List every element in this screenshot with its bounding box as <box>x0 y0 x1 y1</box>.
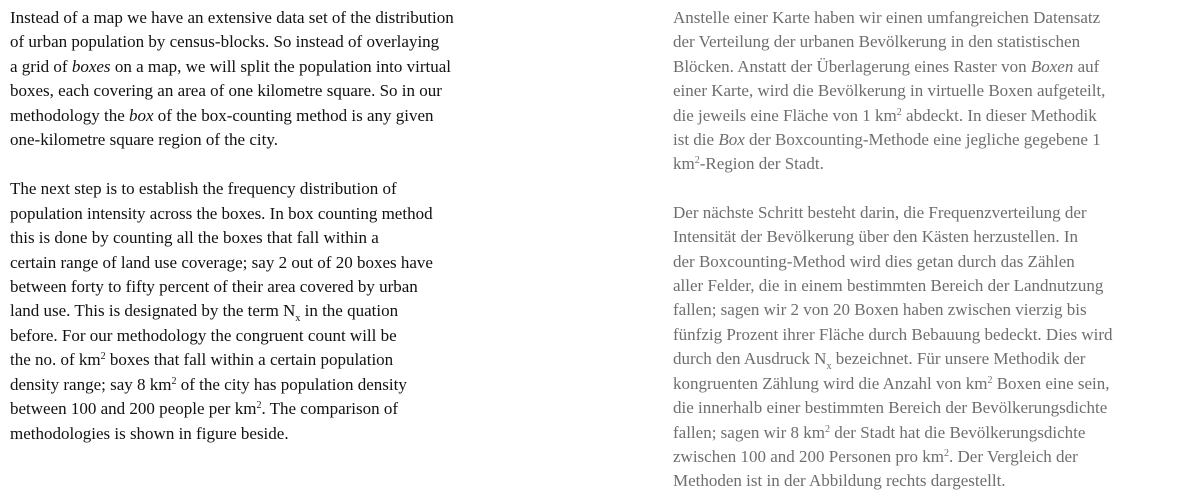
text-line <box>673 6 1173 30</box>
text-line <box>10 202 515 226</box>
text-run: km <box>673 154 695 174</box>
text-run: The next step is to establish the frequency distribution of <box>10 179 397 199</box>
german-paragraph-2 <box>673 201 1173 494</box>
text-line <box>10 177 515 201</box>
text-line <box>10 422 515 446</box>
text-line <box>673 201 1173 225</box>
text-line <box>10 324 515 348</box>
text-run: a grid of <box>10 56 72 76</box>
text-line <box>673 421 1173 445</box>
text-run: fallen; sagen wir 2 von 20 Boxen haben zwischen vierzig bis <box>673 300 1087 320</box>
superscript: 2 <box>825 423 831 435</box>
text-line <box>10 104 515 128</box>
text-run: certain range of land use coverage; say 2 out of 20 boxes have <box>10 252 433 272</box>
text-line <box>10 397 515 421</box>
english-column <box>10 6 515 446</box>
text-line <box>673 445 1173 469</box>
text-run: fünfzig Prozent ihrer Fläche durch Bebauung bedeckt. Dies wird <box>673 324 1113 344</box>
text-run: methodologies is shown in figure beside. <box>10 423 289 443</box>
text-line <box>10 299 515 323</box>
superscript: 2 <box>896 106 902 118</box>
text-run: . Der Vergleich der <box>949 446 1078 466</box>
text-line <box>673 55 1173 79</box>
text-line <box>673 396 1173 420</box>
superscript: 2 <box>100 351 106 363</box>
text-run: between forty to fifty percent of their area covered by urban <box>10 277 418 297</box>
text-run: . The comparison of <box>261 399 399 419</box>
superscript: 2 <box>987 374 993 386</box>
text-run: aller Felder, die in einem bestimmten Bereich der Landnutzung <box>673 276 1104 296</box>
text-run: Anstelle einer Karte haben wir einen umfangreichen Datensatz <box>673 8 1101 27</box>
text-run: auf <box>1073 56 1100 76</box>
text-run: density range; say 8 km <box>10 374 172 394</box>
italic-term: Boxen <box>1030 56 1074 76</box>
text-line <box>673 79 1173 103</box>
text-run: die jeweils eine Fläche von 1 km <box>673 105 897 125</box>
text-line <box>673 225 1173 249</box>
text-line <box>673 250 1173 274</box>
text-line <box>10 30 515 54</box>
text-line <box>10 6 515 30</box>
text-run: before. For our methodology the congruent count will be <box>10 325 397 345</box>
italic-term: boxes <box>71 56 111 76</box>
text-run: boxes that fall within a certain population <box>105 350 394 370</box>
text-run: this is done by counting all the boxes that fall within a <box>10 228 379 248</box>
text-run: Intensität der Bevölkerung über den Kästen herzustellen. In <box>673 227 1079 247</box>
text-run: der Verteilung der urbanen Bevölkerung in den statistischen <box>673 32 1081 52</box>
italic-term: Box <box>718 130 745 150</box>
text-run: population intensity across the boxes. In box counting method <box>10 203 433 223</box>
english-paragraph-2 <box>10 177 515 445</box>
text-run: Der nächste Schritt besteht darin, die Frequenzverteilung der <box>673 202 1087 222</box>
text-line <box>673 274 1173 298</box>
text-run: -Region der Stadt. <box>699 154 824 174</box>
text-run: boxes, each covering an area of one kilometre square. So in our <box>10 81 442 101</box>
text-line <box>673 30 1173 54</box>
text-run: ist die <box>673 130 719 150</box>
text-run: methodology the <box>10 105 129 125</box>
text-line <box>10 275 515 299</box>
superscript: 2 <box>694 155 700 167</box>
text-line <box>673 372 1173 396</box>
text-run: the no. of km <box>10 350 101 370</box>
text-run: of the box-counting method is any given <box>153 105 434 125</box>
text-line <box>673 469 1173 493</box>
text-run: land use. This is designated by the term N <box>10 301 296 321</box>
superscript: 2 <box>944 447 950 459</box>
text-line <box>673 128 1173 152</box>
text-run: Instead of a map we have an extensive data set of the distribution <box>10 8 454 27</box>
subscript: x <box>295 313 301 325</box>
text-run: Blöcken. Anstatt der Überlagerung eines Raster von <box>673 56 1031 76</box>
text-run: durch den Ausdruck N <box>673 349 827 369</box>
text-line <box>10 373 515 397</box>
text-run: Boxen eine sein, <box>992 373 1110 393</box>
text-run: of urban population by census-blocks. So instead of overlaying <box>10 32 440 52</box>
text-line <box>10 128 515 152</box>
text-run: die innerhalb einer bestimmten Bereich der Bevölkerungsdichte <box>673 398 1108 418</box>
text-run: in the quation <box>300 301 399 321</box>
text-run: of the city has population density <box>176 374 407 394</box>
text-run: kongruenten Zählung wird die Anzahl von km <box>673 373 988 393</box>
text-line <box>673 152 1173 176</box>
german-paragraph-1 <box>673 6 1173 177</box>
text-run: abdeckt. In dieser Methodik <box>901 105 1097 125</box>
text-run: Methoden ist in der Abbildung rechts dargestellt. <box>673 471 1006 491</box>
text-run: fallen; sagen wir 8 km <box>673 422 826 442</box>
text-line <box>673 323 1173 347</box>
text-run: zwischen 100 and 200 Personen pro km <box>673 446 945 466</box>
superscript: 2 <box>256 400 262 412</box>
superscript: 2 <box>171 375 177 387</box>
text-run: between 100 and 200 people per km <box>10 399 257 419</box>
text-line <box>10 55 515 79</box>
text-line <box>10 348 515 372</box>
text-run: einer Karte, wird die Bevölkerung in virtuelle Boxen aufgeteilt, <box>673 81 1106 101</box>
text-line <box>10 251 515 275</box>
text-line <box>673 298 1173 322</box>
text-line <box>10 79 515 103</box>
subscript: x <box>826 361 832 373</box>
text-run: der Stadt hat die Bevölkerungsdichte <box>830 422 1086 442</box>
text-line <box>10 226 515 250</box>
english-paragraph-1 <box>10 6 515 152</box>
text-line <box>673 104 1173 128</box>
german-column <box>673 6 1173 494</box>
text-run: der Boxcounting-Method wird dies getan durch das Zählen <box>673 251 1075 271</box>
text-run: one-kilometre square region of the city. <box>10 130 278 150</box>
text-run: der Boxcounting-Methode eine jegliche gegebene 1 <box>744 130 1101 150</box>
text-run: bezeichnet. Für unsere Methodik der <box>831 349 1086 369</box>
text-line <box>673 347 1173 371</box>
text-run: on a map, we will split the population into virtual <box>110 56 451 76</box>
italic-term: box <box>128 105 154 125</box>
